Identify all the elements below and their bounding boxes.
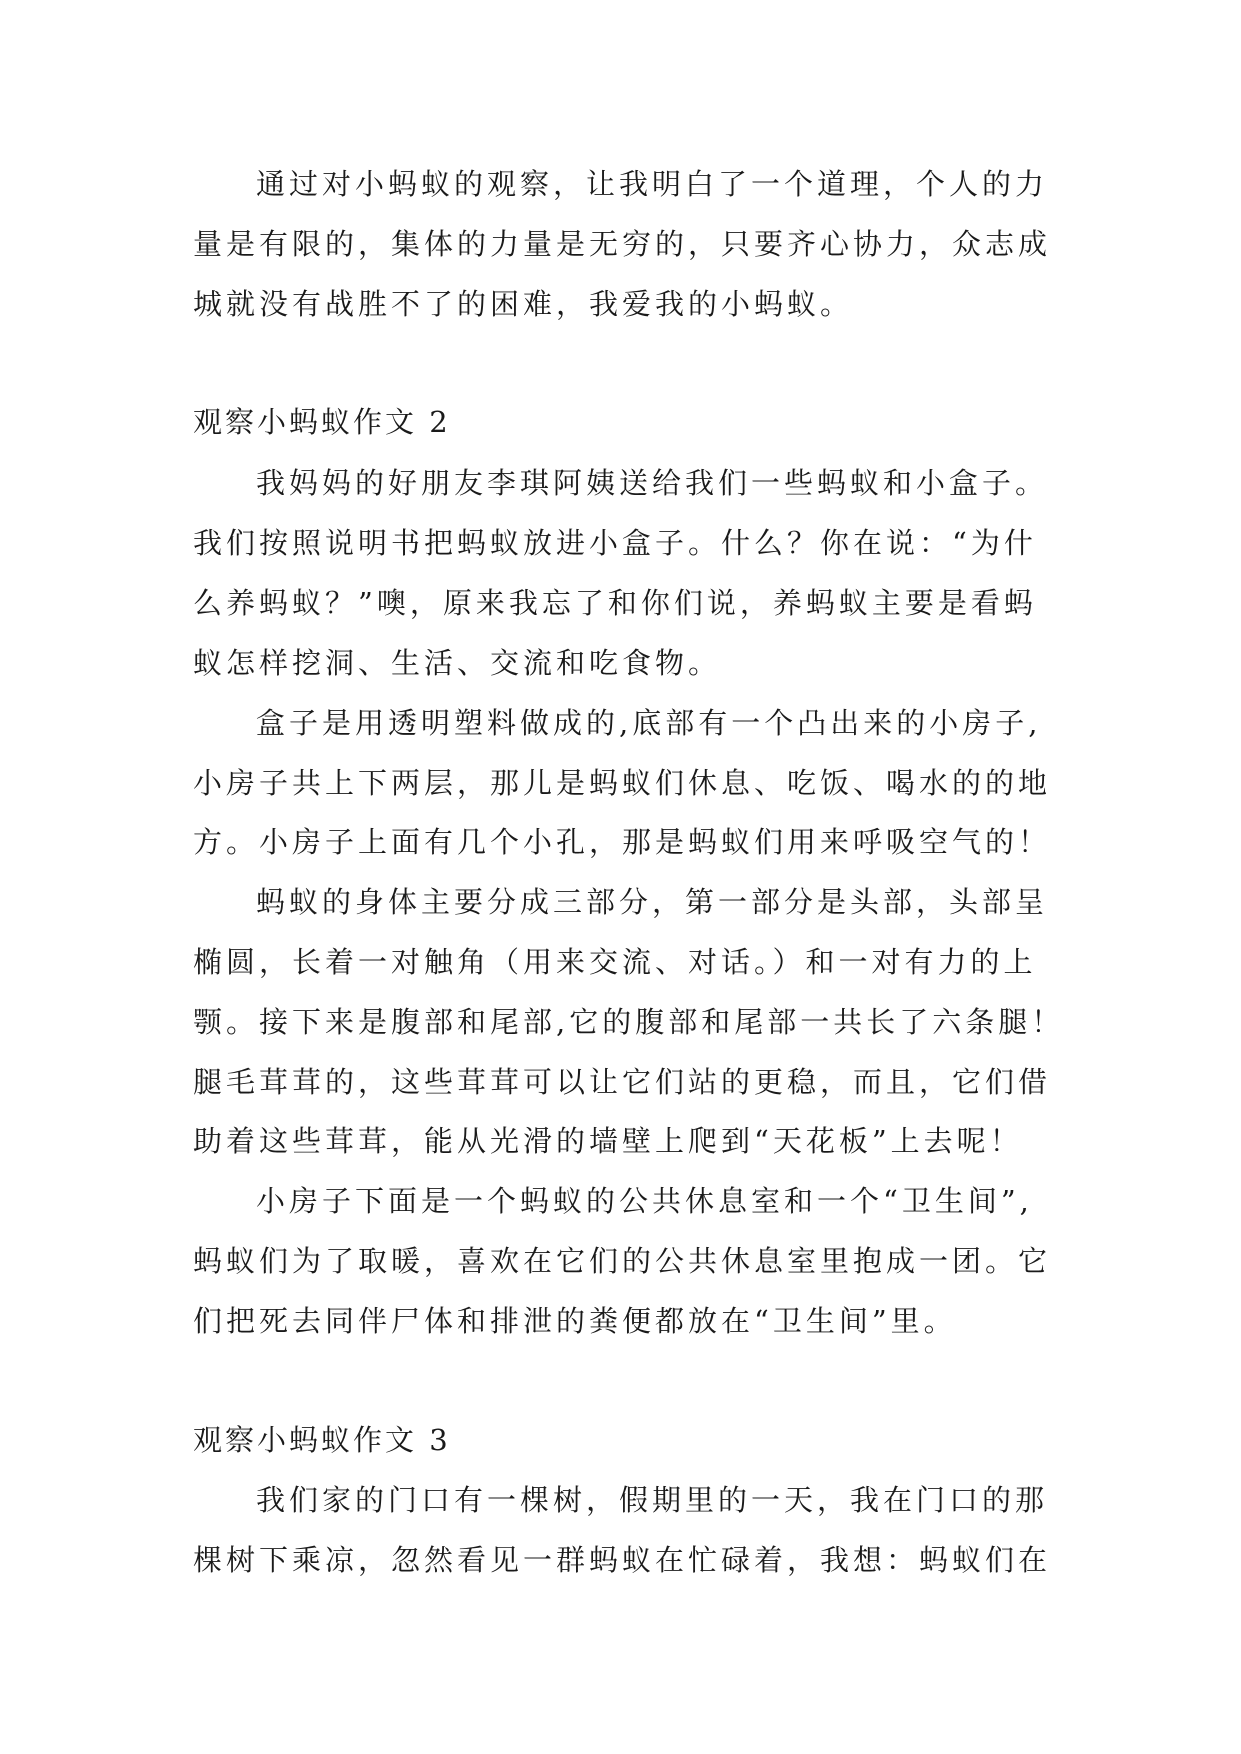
- paragraph-line: 棵树下乘凉，忽然看见一群蚂蚁在忙碌着，我想：蚂蚁们在: [193, 1543, 1052, 1577]
- paragraph-line: 我们按照说明书把蚂蚁放进小盒子。什么？你在说：“为什: [193, 526, 1037, 560]
- paragraph-line: 盒子是用透明塑料做成的,底部有一个凸出来的小房子,: [256, 706, 1042, 740]
- paragraph-line: 通过对小蚂蚁的观察，让我明白了一个道理，个人的力: [256, 167, 1049, 201]
- paragraph-line: 我妈妈的好朋友李琪阿姨送给我们一些蚂蚁和小盒子。: [256, 466, 1049, 500]
- paragraph-line: 量是有限的，集体的力量是无穷的，只要齐心协力，众志成: [193, 227, 1052, 261]
- section-heading: 观察小蚂蚁作文 3: [193, 1423, 451, 1457]
- section-heading: 观察小蚂蚁作文 2: [193, 405, 451, 439]
- paragraph-line: 颚。接下来是腹部和尾部,它的腹部和尾部一共长了六条腿！: [193, 1005, 1065, 1039]
- paragraph-line: 么养蚂蚁？”噢，原来我忘了和你们说，养蚂蚁主要是看蚂: [193, 586, 1037, 620]
- paragraph-line: 小房子共上下两层，那儿是蚂蚁们休息、吃饭、喝水的的地: [193, 766, 1052, 800]
- paragraph-line: 助着这些茸茸，能从光滑的墙壁上爬到“天花板”上去呢！: [193, 1124, 1023, 1158]
- paragraph-line: 蚂蚁们为了取暖，喜欢在它们的公共休息室里抱成一团。它: [193, 1244, 1052, 1278]
- paragraph-line: 腿毛茸茸的，这些茸茸可以让它们站的更稳，而且，它们借: [193, 1065, 1052, 1099]
- paragraph-line: 城就没有战胜不了的困难，我爱我的小蚂蚁。: [193, 287, 854, 321]
- paragraph-line: 蚂蚁的身体主要分成三部分，第一部分是头部，头部呈: [256, 885, 1049, 919]
- paragraph-line: 们把死去同伴尸体和排泄的粪便都放在“卫生间”里。: [193, 1304, 957, 1338]
- paragraph-line: 我们家的门口有一棵树，假期里的一天，我在门口的那: [256, 1483, 1049, 1517]
- paragraph-line: 蚁怎样挖洞、生活、交流和吃食物。: [193, 646, 722, 680]
- paragraph-line: 方。小房子上面有几个小孔，那是蚂蚁们用来呼吸空气的！: [193, 825, 1052, 859]
- paragraph-line: 小房子下面是一个蚂蚁的公共休息室和一个“卫生间”,: [256, 1184, 1033, 1218]
- paragraph-line: 椭圆，长着一对触角（用来交流、对话。）和一对有力的上: [193, 945, 1037, 979]
